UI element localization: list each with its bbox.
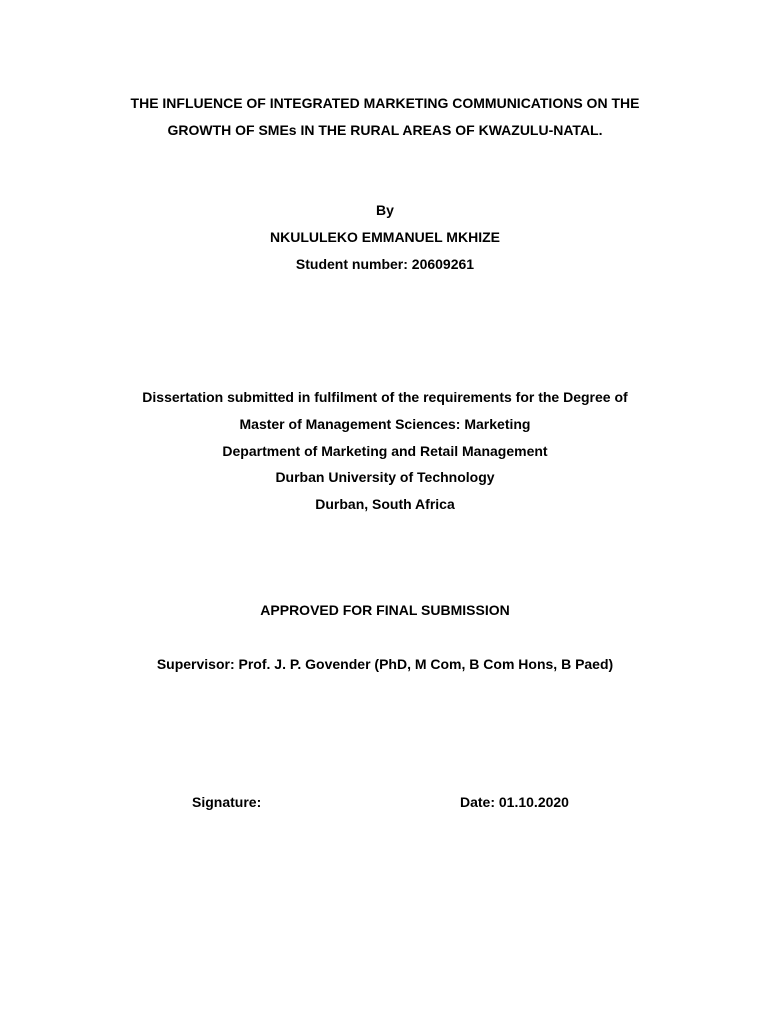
signoff-date: Date: 01.10.2020 xyxy=(460,794,569,810)
title-line-1: THE INFLUENCE OF INTEGRATED MARKETING COMMUNICATIONS ON THE xyxy=(130,95,640,111)
author-name: NKULULEKO EMMANUEL MKHIZE xyxy=(270,229,500,245)
signature-label: Signature: xyxy=(192,794,262,810)
university-name: Durban University of Technology xyxy=(275,469,495,485)
department-name: Department of Marketing and Retail Management xyxy=(222,443,548,459)
submission-statement-line-1: Dissertation submitted in fulfilment of the requirements for the Degree of xyxy=(142,389,628,405)
supervisor-line: Supervisor: Prof. J. P. Govender (PhD, M Com, B Com Hons, B Paed) xyxy=(156,656,614,672)
student-number: Student number: 20609261 xyxy=(295,256,475,272)
approval-status: APPROVED FOR FINAL SUBMISSION xyxy=(260,602,510,618)
by-label: By xyxy=(376,202,394,218)
degree-name: Master of Management Sciences: Marketing xyxy=(239,416,531,432)
university-location: Durban, South Africa xyxy=(315,496,455,512)
title-line-2: GROWTH OF SMEs IN THE RURAL AREAS OF KWAZULU-NATAL. xyxy=(167,122,603,138)
